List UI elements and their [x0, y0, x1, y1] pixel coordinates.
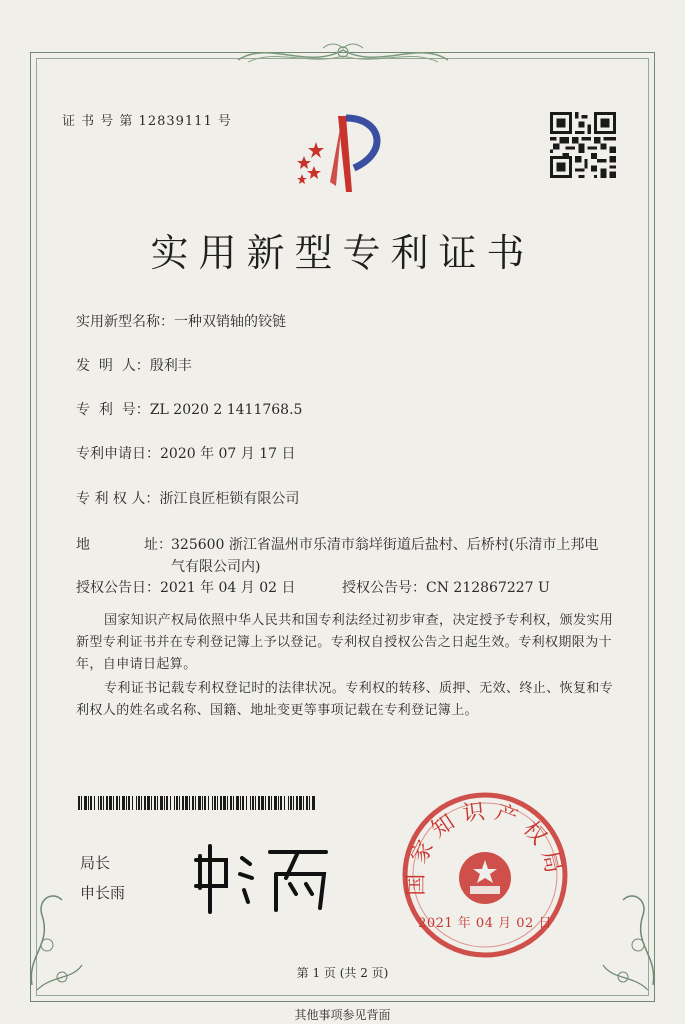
barcode-bar	[157, 796, 158, 810]
patentee-label: 专 利 权 人：	[76, 491, 160, 507]
field-grant-date	[76, 578, 296, 598]
barcode-bar	[113, 796, 114, 810]
barcode-bar	[271, 796, 272, 810]
grant-number-label: 授权公告号：	[342, 580, 426, 596]
barcode-bar	[212, 796, 213, 810]
director-name: 申长雨	[80, 884, 126, 902]
barcode-bar	[128, 796, 130, 810]
filing-date-value: 2020 年 07 月 17 日	[160, 446, 296, 462]
barcode-bar	[303, 796, 304, 810]
barcode-bar	[208, 796, 209, 810]
barcode-bar	[94, 796, 95, 810]
barcode-bar	[174, 796, 175, 810]
field-inventor	[76, 356, 192, 376]
barcode-bar	[192, 796, 194, 810]
barcode-bar	[151, 796, 152, 810]
barcode-bar	[223, 796, 226, 810]
barcode-bar	[246, 796, 247, 810]
seal-text: 国家知识产权局	[403, 798, 568, 896]
barcode-bar	[195, 796, 196, 810]
back-note: 其他事项参见背面	[294, 1008, 391, 1022]
barcode-bar	[98, 796, 99, 810]
barcode-bar	[160, 796, 163, 810]
patent-number-label: 专 利 号：	[76, 402, 150, 418]
barcode-bar	[309, 796, 310, 810]
barcode-bar	[182, 796, 184, 810]
barcode-bar	[90, 796, 92, 810]
barcode-bar	[242, 796, 244, 810]
barcode-bar	[166, 796, 168, 810]
barcode-bar	[170, 796, 171, 810]
director-title: 局长	[80, 854, 111, 872]
barcode-bar	[268, 796, 270, 810]
address-label-part-b: 址：	[144, 537, 172, 553]
barcode-bar	[204, 796, 206, 810]
field-utility-model-name	[76, 312, 286, 332]
top-ornament-icon	[228, 40, 458, 70]
address-label-part-a: 地	[76, 537, 90, 553]
seal-date: 2021 年 04 月 02 日	[418, 916, 552, 931]
barcode-bar	[154, 796, 156, 810]
certificate-title: 实用新型专利证书	[150, 231, 535, 275]
barcode-bar	[265, 796, 266, 810]
barcode-bar	[84, 796, 87, 810]
legal-status-paragraph: 专利证书记载专利权登记时的法律状况。专利权的转移、质押、无效、终止、恢复和专利权人的姓名或名称、国籍、地址变更等事项记载在专利登记簿上。	[76, 681, 614, 718]
barcode-bar	[227, 796, 228, 810]
certificate-number	[62, 110, 232, 129]
inventor-value: 殷利丰	[149, 358, 192, 374]
barcode-bar	[261, 796, 264, 810]
barcode-bar	[255, 796, 256, 810]
barcode-bar	[119, 796, 120, 810]
barcode-bar	[144, 796, 146, 810]
address-value: 325600 浙江省温州市乐清市翁垟街道后盐村、后桥村(乐清市上邦电气有限公司内)	[171, 537, 599, 575]
barcode-bar	[306, 796, 308, 810]
field-patent-number	[76, 400, 302, 420]
barcode-bar	[233, 796, 234, 810]
certificate-number-label: 证 书 号 第	[62, 114, 134, 129]
barcode-bar	[147, 796, 150, 810]
name-label: 实用新型名称：	[76, 314, 174, 330]
barcode-bar	[290, 796, 292, 810]
barcode-bar	[100, 796, 102, 810]
field-patentee	[76, 489, 299, 509]
barcode-bar	[122, 796, 125, 810]
barcode-bar	[116, 796, 118, 810]
barcode-bar	[202, 796, 203, 810]
grant-statement-paragraph: 国家知识产权局依照中华人民共和国专利法经过初步审查，决定授予专利权，颁发实用新型专利证书并在专利登记簿上予以登记。专利权自授权公告之日起生效。专利权期限为十年，自申请日起算。	[76, 613, 614, 672]
barcode-bar	[258, 796, 260, 810]
barcode-bar	[126, 796, 127, 810]
grant-number-value: CN 212867227 U	[426, 580, 550, 596]
inventor-label: 发 明 人：	[76, 358, 150, 374]
barcode-bar	[78, 796, 80, 810]
barcode-bar	[296, 796, 298, 810]
barcode-bar	[278, 796, 279, 810]
barcode-bar	[185, 796, 188, 810]
barcode-bar	[236, 796, 239, 810]
barcode-bar	[88, 796, 89, 810]
barcode-bar	[106, 796, 108, 810]
barcode-bar	[179, 796, 180, 810]
official-seal-icon	[400, 790, 570, 960]
certificate-number-value: 12839111	[138, 114, 213, 129]
filing-date-label: 专利申请日：	[76, 446, 160, 462]
certificate-number-suffix: 号	[217, 114, 232, 129]
barcode-bar	[198, 796, 201, 810]
barcode-bar	[189, 796, 190, 810]
grant-date-label: 授权公告日：	[76, 580, 160, 596]
page-indicator: 第 1 页 (共 2 页)	[296, 966, 389, 980]
field-filing-date	[76, 444, 296, 464]
barcode-bar	[109, 796, 112, 810]
barcode-bar	[230, 796, 232, 810]
barcode-bar	[252, 796, 254, 810]
patent-number-value: ZL 2020 2 1411768.5	[149, 402, 303, 418]
barcode-bar	[81, 796, 82, 810]
director-signature-icon	[186, 838, 336, 918]
patentee-value: 浙江良匠柜锁有限公司	[159, 491, 300, 507]
barcode-bar	[220, 796, 222, 810]
barcode-bar	[103, 796, 104, 810]
barcode-bar	[132, 796, 133, 810]
barcode-bar	[293, 796, 294, 810]
barcode-bar	[280, 796, 282, 810]
barcode-bar	[217, 796, 218, 810]
barcode-bar	[164, 796, 165, 810]
barcode-bar	[214, 796, 216, 810]
barcode-bar	[284, 796, 285, 810]
barcode-bar	[240, 796, 241, 810]
barcode-bar	[274, 796, 277, 810]
barcode-bar	[136, 796, 137, 810]
name-value: 一种双销轴的铰链	[174, 314, 286, 330]
barcode-bar	[141, 796, 142, 810]
barcode-bar	[288, 796, 289, 810]
barcode-icon	[78, 796, 318, 810]
barcode-bar	[299, 796, 302, 810]
barcode-bar	[312, 796, 315, 810]
barcode-bar	[176, 796, 178, 810]
barcode-bar	[138, 796, 140, 810]
barcode-bar	[250, 796, 251, 810]
cnipa-logo-icon	[286, 112, 392, 198]
grant-date-value: 2021 年 04 月 02 日	[160, 580, 296, 596]
field-grant-number	[342, 578, 550, 598]
qr-code-icon	[550, 112, 616, 178]
